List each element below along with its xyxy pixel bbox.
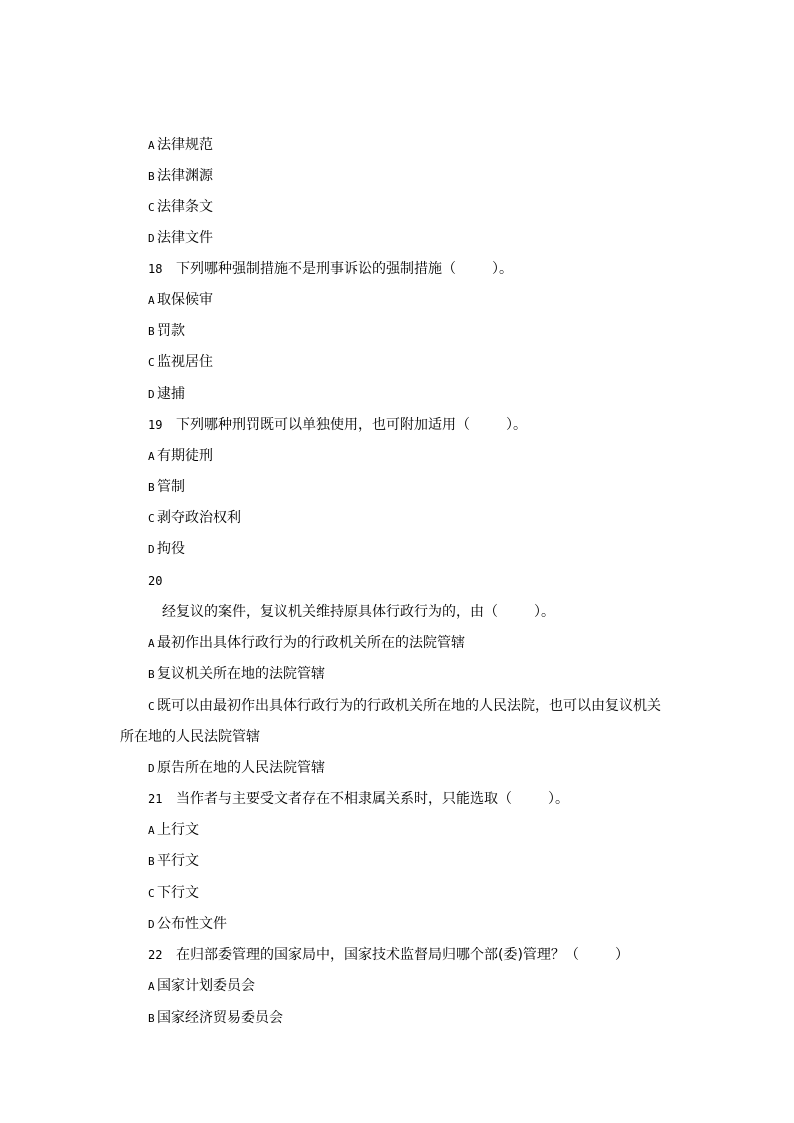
option-20-c bbox=[148, 697, 661, 716]
option-text: 国家经济贸易委员会 bbox=[157, 1010, 283, 1026]
paren-close: ）。 bbox=[548, 791, 569, 807]
option-text: 法律渊源 bbox=[157, 168, 213, 184]
paren-open: （ bbox=[498, 791, 512, 807]
option-22-a bbox=[148, 977, 255, 996]
question-stem: 下列哪种刑罚既可以单独使用，也可附加适用 bbox=[176, 417, 456, 433]
option-19-c bbox=[148, 509, 241, 528]
option-18-a bbox=[148, 291, 213, 310]
option-letter: D bbox=[148, 543, 155, 556]
option-text: 剥夺政治权利 bbox=[157, 510, 241, 526]
option-21-c bbox=[148, 884, 199, 903]
option-20-d bbox=[148, 759, 325, 778]
option-22-b bbox=[148, 1009, 283, 1028]
option-letter: A bbox=[148, 139, 155, 152]
question-20-number-line bbox=[148, 572, 176, 590]
question-number: 20 bbox=[148, 574, 163, 588]
question-22 bbox=[148, 946, 629, 964]
option-18-c bbox=[148, 353, 213, 372]
question-20 bbox=[162, 603, 555, 621]
option-letter: B bbox=[148, 481, 155, 494]
option-text: 监视居住 bbox=[157, 354, 213, 370]
paren-close: ）。 bbox=[492, 261, 513, 277]
option-text: 既可以由最初作出具体行政行为的行政机关所在地的人民法院，也可以由复议机关 bbox=[157, 698, 661, 714]
option-letter: C bbox=[148, 201, 155, 214]
option-21-b bbox=[148, 852, 199, 871]
paren-open: （ bbox=[442, 261, 456, 277]
option-text: 下行文 bbox=[157, 885, 199, 901]
option-letter: B bbox=[148, 170, 155, 183]
question-stem: 在归部委管理的国家局中，国家技术监督局归哪个部(委)管理？ bbox=[176, 947, 565, 963]
paren-open: （ bbox=[484, 604, 498, 620]
option-text: 国家计划委员会 bbox=[157, 978, 255, 994]
option-text: 管制 bbox=[157, 479, 185, 495]
option-20-a bbox=[148, 634, 465, 653]
option-text: 上行文 bbox=[157, 822, 199, 838]
option-text: 有期徒刑 bbox=[157, 448, 213, 464]
paren-close: ）。 bbox=[534, 604, 555, 620]
option-letter: D bbox=[148, 388, 155, 401]
option-text: 最初作出具体行政行为的行政机关所在的法院管辖 bbox=[157, 635, 465, 651]
option-text: 原告所在地的人民法院管辖 bbox=[157, 760, 325, 776]
option-text: 所在地的人民法院管辖 bbox=[120, 729, 260, 745]
option-17-b bbox=[148, 167, 213, 186]
option-letter: C bbox=[148, 512, 155, 525]
option-letter: B bbox=[148, 325, 155, 338]
question-stem: 当作者与主要受文者存在不相隶属关系时，只能选取 bbox=[176, 791, 498, 807]
option-20-c-continuation bbox=[120, 728, 260, 746]
question-number: 19 bbox=[148, 418, 163, 432]
option-18-b bbox=[148, 322, 185, 341]
option-text: 复议机关所在地的法院管辖 bbox=[157, 666, 325, 682]
question-number: 22 bbox=[148, 948, 163, 962]
option-letter: C bbox=[148, 700, 155, 713]
question-19 bbox=[148, 416, 527, 434]
option-letter: B bbox=[148, 1012, 155, 1025]
option-letter: D bbox=[148, 918, 155, 931]
option-letter: A bbox=[148, 450, 155, 463]
option-letter: A bbox=[148, 980, 155, 993]
paren-close: ）。 bbox=[506, 417, 527, 433]
option-17-d bbox=[148, 229, 213, 248]
option-letter: A bbox=[148, 637, 155, 650]
option-18-d bbox=[148, 385, 185, 404]
option-letter: B bbox=[148, 668, 155, 681]
option-text: 拘役 bbox=[157, 541, 185, 557]
option-letter: D bbox=[148, 762, 155, 775]
option-20-b bbox=[148, 665, 325, 684]
option-letter: B bbox=[148, 855, 155, 868]
question-number: 18 bbox=[148, 262, 163, 276]
option-letter: C bbox=[148, 887, 155, 900]
question-21 bbox=[148, 790, 569, 808]
option-letter: C bbox=[148, 356, 155, 369]
question-18 bbox=[148, 260, 513, 278]
option-text: 公布性文件 bbox=[157, 916, 227, 932]
question-stem: 下列哪种强制措施不是刑事诉讼的强制措施 bbox=[176, 261, 442, 277]
paren-close: ） bbox=[614, 947, 629, 963]
option-text: 罚款 bbox=[157, 323, 185, 339]
option-21-d bbox=[148, 915, 227, 934]
option-letter: D bbox=[148, 232, 155, 245]
option-text: 法律文件 bbox=[157, 230, 213, 246]
option-19-b bbox=[148, 478, 185, 497]
paren-open: （ bbox=[456, 417, 470, 433]
option-17-a bbox=[148, 136, 213, 155]
option-19-a bbox=[148, 447, 213, 466]
option-text: 法律条文 bbox=[157, 199, 213, 215]
option-letter: A bbox=[148, 824, 155, 837]
question-stem: 经复议的案件，复议机关维持原具体行政行为的，由 bbox=[162, 604, 484, 620]
option-text: 法律规范 bbox=[157, 137, 213, 153]
option-letter: A bbox=[148, 294, 155, 307]
option-19-d bbox=[148, 540, 185, 559]
option-17-c bbox=[148, 198, 213, 217]
question-number: 21 bbox=[148, 792, 163, 806]
option-21-a bbox=[148, 821, 199, 840]
option-text: 取保候审 bbox=[157, 292, 213, 308]
option-text: 平行文 bbox=[157, 853, 199, 869]
paren-open: （ bbox=[564, 947, 579, 963]
option-text: 逮捕 bbox=[157, 386, 185, 402]
